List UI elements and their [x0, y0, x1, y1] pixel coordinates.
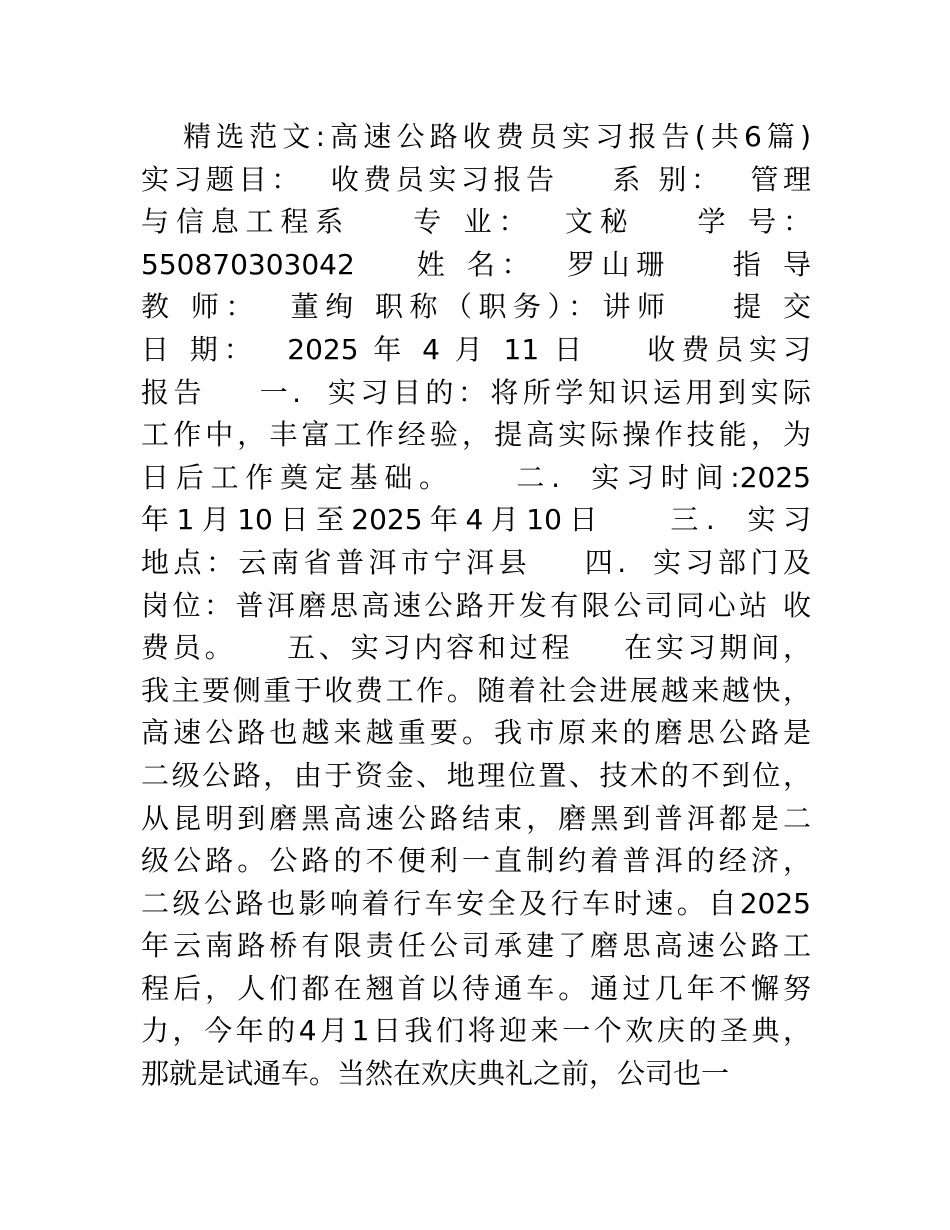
text-line: 程后，人们都在翘首以待通车。通过几年不懈努: [141, 971, 811, 1005]
text-line: 报告 一. 实习目的：将所学知识运用到实际: [141, 375, 811, 409]
text-line: 二级公路，由于资金、地理位置、技术的不到位，: [141, 758, 811, 792]
document-title: 精选范文:高速公路收费员实习报告(共6篇): [183, 120, 811, 153]
text-line: 日 期： 2025 年 4 月 11 日 收费员实习: [141, 332, 811, 366]
text-line: 那就是试通车。当然在欢庆典礼之前，公司也一: [141, 1057, 730, 1091]
text-line: 力，今年的4月1日我们将迎来一个欢庆的圣典，: [141, 1014, 811, 1048]
text-line: 地点：云南省普洱市宁洱县 四. 实习部门及: [141, 545, 811, 579]
text-line: 级公路。公路的不便利一直制约着普洱的经济，: [141, 844, 811, 878]
text-line: 年1月10日至2025年4月10日 三. 实习: [141, 503, 811, 537]
text-line: 费员。 五、实习内容和过程 在实习期间，: [141, 631, 811, 665]
text-line: 年云南路桥有限责任公司承建了磨思高速公路工: [141, 929, 811, 963]
text-line: 高速公路也越来越重要。我市原来的磨思公路是: [141, 716, 811, 750]
text-line: 工作中，丰富工作经验，提高实际操作技能，为: [141, 418, 811, 452]
text-line: 与信息工程系 专 业： 文秘 学 号：: [141, 205, 811, 239]
text-line: 实习题目： 收费员实习报告 系 别： 管理: [141, 162, 811, 196]
text-line: 我主要侧重于收费工作。随着社会进展越来越快，: [141, 673, 811, 707]
text-line: 二级公路也影响着行车安全及行车时速。自2025: [141, 886, 811, 920]
text-line: 岗位：普洱磨思高速公路开发有限公司同心站 收: [141, 588, 811, 622]
document-body: [141, 116, 811, 1096]
text-line: 教 师： 董绚 职称（职务）：讲师 提 交: [141, 290, 811, 324]
text-line: 日后工作奠定基础。 二. 实习时间:2025: [141, 460, 811, 494]
text-line: 从昆明到磨黑高速公路结束，磨黑到普洱都是二: [141, 801, 811, 835]
text-line: 550870303042 姓 名： 罗山珊 指 导: [141, 247, 811, 281]
